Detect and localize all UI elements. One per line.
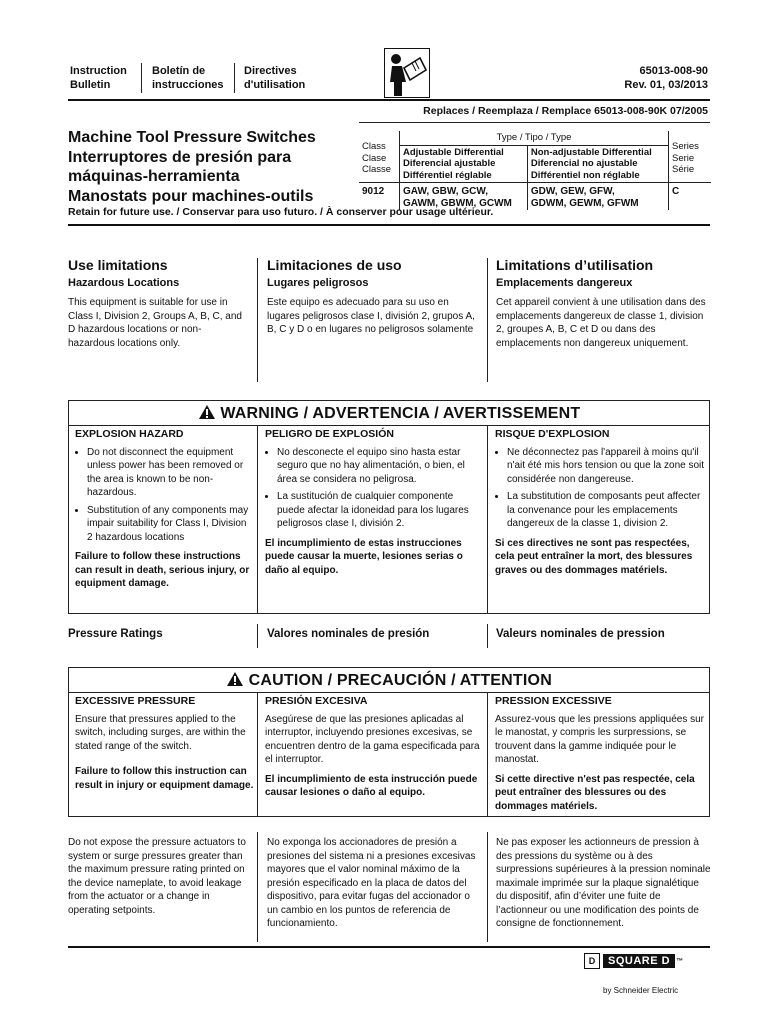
bullet-item: • Do not disconnect the equipment unless power has been removed or the area is known to be non-hazardous.	[87, 446, 253, 500]
warning-banner: WARNING / ADVERTENCIA / AVERTISSEMENT	[69, 404, 709, 423]
bullet-item: • No desconecte el equipo sino hasta estar seguro que no hay alimentación, o bien, el área se considera no peligrosa.	[277, 446, 483, 487]
header-divider	[234, 63, 235, 93]
body-text: Asegúrese de que las presiones aplicadas al interruptor, incluyendo presiones excesivas, se encuentren dentro de la gama especificada para el interruptor.	[265, 713, 480, 765]
bullet-item: • La sustitución de cualquier componente puede afectar la idoneidad para los lugares peligrosos clase I, división 2.	[277, 490, 483, 531]
caution-box	[68, 667, 710, 817]
header-rule	[68, 99, 710, 101]
type-table	[359, 131, 711, 210]
warning-es	[265, 428, 483, 577]
bulletin-label-en: Instruction Bulletin	[70, 65, 127, 91]
section-title: Use limitations	[68, 257, 168, 273]
column-divider	[487, 692, 488, 816]
body-text: Ensure that pressures applied to the switch, including surges, are within the stated range of the switch.	[75, 713, 246, 752]
non-adjustable-header: Non-adjustable Differential Diferencial no ajustable Différentiel non réglable	[527, 145, 668, 183]
trademark: ™	[676, 957, 684, 965]
square-d-mark: D	[584, 953, 600, 969]
hazard-title: EXPLOSION HAZARD	[75, 428, 184, 440]
exposure-note-fr: Ne pas exposer les actionneurs de pression à des pressions du système ou à des surpressions supérieures à la pression nominale maximale imprimée sur la plaque signalétique du dispositif, afin d’éviter une fuite de l’actionneur ou une modification des points de consigne de fonctionnement.	[496, 837, 711, 929]
warning-en	[75, 428, 253, 591]
document-number: 65013-008-90 Rev. 01, 03/2013	[624, 65, 708, 91]
series-value: C	[669, 183, 712, 211]
failure-statement: Failure to follow this instruction can result in injury or equipment damage.	[75, 766, 254, 791]
hazard-title: PRESIÓN EXCESIVA	[265, 695, 368, 707]
section-title: Limitations d’utilisation	[496, 257, 654, 273]
bullet-item: • Ne déconnectez pas l'appareil à moins qu'il n'ait été mis hors tension ou que la zone soit considérée non dangereuse.	[507, 446, 705, 487]
section-subtitle: Hazardous Locations	[68, 276, 180, 289]
bullet-item: • La substitution de composants peut affecter la convenance pour les emplacements dangereux de la classe 1, division 2.	[507, 490, 705, 531]
type-header: Type / Tipo / Type	[400, 131, 669, 145]
replaces-rule	[359, 122, 710, 123]
column-divider	[257, 425, 258, 613]
failure-statement: Failure to follow these instructions can result in death, serious injury, or equipment damage.	[75, 551, 250, 589]
caution-banner: CAUTION / PRECAUCIÓN / ATTENTION	[69, 671, 709, 690]
column-divider	[487, 624, 488, 648]
banner-rule	[69, 425, 709, 426]
bulletin-label-fr: Directives d'utilisation	[244, 65, 306, 91]
column-divider	[487, 425, 488, 613]
square-d-logo	[584, 953, 683, 969]
retain-notice: Retain for future use. / Conservar para uso futuro. / À conserver pour usage ultérieur.	[68, 206, 494, 218]
hazard-title: PRESSION EXCESSIVE	[495, 695, 612, 707]
caution-en	[75, 695, 255, 792]
body-text: Cet appareil convient à une utilisation dans des emplacements dangereux de classe 1, division 2, groupes A, B, C et D ou dans des emplacements non dangereux uniquement.	[496, 297, 706, 349]
brand-name: SQUARE D	[603, 954, 675, 968]
column-divider	[257, 692, 258, 816]
class-header: Class Clase Classe	[359, 131, 400, 183]
header-divider	[141, 63, 142, 93]
banner-rule	[69, 692, 709, 693]
section-title: Limitaciones de uso	[267, 257, 402, 273]
section-rule	[68, 224, 710, 226]
caution-es	[265, 695, 483, 800]
column-divider	[257, 832, 258, 942]
use-limitations-es	[267, 259, 477, 337]
column-divider	[487, 258, 488, 382]
exposure-note-en: Do not expose the pressure actuators to system or surge pressures greater than the maximum pressure rating printed on the device nameplate, to avoid leakage from the actuator or a change in operating setpoints.	[68, 837, 246, 916]
pressure-ratings-en: Pressure Ratings	[68, 628, 163, 640]
class-value: 9012	[362, 186, 385, 197]
section-subtitle: Emplacements dangereux	[496, 276, 633, 289]
failure-statement: Si cette directive n'est pas respectée, cela peut entraîner des blessures ou des dommages matériels.	[495, 773, 695, 812]
column-divider	[257, 258, 258, 382]
caution-fr	[495, 695, 705, 813]
footer-rule	[68, 946, 710, 948]
hazard-title: EXCESSIVE PRESSURE	[75, 695, 196, 707]
warning-box	[68, 400, 710, 614]
bulletin-label-es: Boletín de instrucciones	[152, 65, 224, 91]
schneider-byline: by Schneider Electric	[603, 986, 679, 995]
failure-statement: El incumplimiento de estas instrucciones puede causar la muerte, lesiones serias o daño al equipo.	[265, 537, 463, 576]
column-divider	[487, 832, 488, 942]
warning-fr	[495, 428, 705, 577]
use-limitations-fr	[496, 259, 710, 350]
caution-triangle-icon	[226, 671, 244, 687]
body-text: Este equipo es adecuado para su uso en lugares peligrosos clase I, división 2, grupos A, B, C y D o en lugares no peligrosos solamente	[267, 297, 475, 335]
pressure-ratings-es: Valores nominales de presión	[267, 628, 430, 640]
section-subtitle: Lugares peligrosos	[267, 276, 369, 289]
adjustable-header: Adjustable Differential Diferencial ajustable Différentiel réglable	[400, 145, 528, 183]
non-adjustable-value: GDW, GEW, GFW, GDWM, GEWM, GFWM	[527, 183, 668, 211]
adjustable-value: GAW, GBW, GCW, GAWM, GBWM, GCWM	[400, 183, 528, 211]
series-header: Series Serie Série	[669, 131, 712, 183]
replaces-line: Replaces / Reemplaza / Remplace 65013-008-90K 07/2005	[423, 105, 708, 117]
hazard-title: PELIGRO DE EXPLOSIÓN	[265, 428, 394, 440]
failure-statement: El incumplimiento de esta instrucción puede causar lesiones o daño al equipo.	[265, 773, 478, 798]
body-text: This equipment is suitable for use in Class I, Division 2, Groups A, B, C, and D hazardous locations or non-hazardous locations only.	[68, 297, 242, 349]
use-limitations-en	[68, 259, 246, 350]
column-divider	[257, 624, 258, 648]
page-title: Machine Tool Pressure Switches Interruptores de presión para máquinas-herramienta Manostats pour machines-outils	[68, 129, 316, 205]
hazard-title: RISQUE D'EXPLOSION	[495, 428, 610, 440]
warning-triangle-icon	[198, 404, 216, 420]
bullet-item: • Substitution of any components may impair suitability for Class I, Division 2 hazardous locations	[87, 504, 253, 545]
failure-statement: Si ces directives ne sont pas respectées, cela peut entraîner la mort, des blessures graves ou des dommages matériels.	[495, 537, 693, 576]
exposure-note-es: No exponga los accionadores de presión a presiones del sistema ni a presiones excesivas mayores que el valor nominal máximo de la presión especificado en la placa de datos del dispositivo, para evitar fugas del accionador o un cambio en los puntos de referencia de funcionamiento.	[267, 837, 476, 929]
body-text: Assurez-vous que les pressions appliquées sur le manostat, y compris les surpressions, se trouvent dans la gamme indiquée pour le manostat.	[495, 713, 704, 765]
reading-manual-icon	[384, 48, 430, 98]
pressure-ratings-fr: Valeurs nominales de pression	[496, 628, 665, 640]
